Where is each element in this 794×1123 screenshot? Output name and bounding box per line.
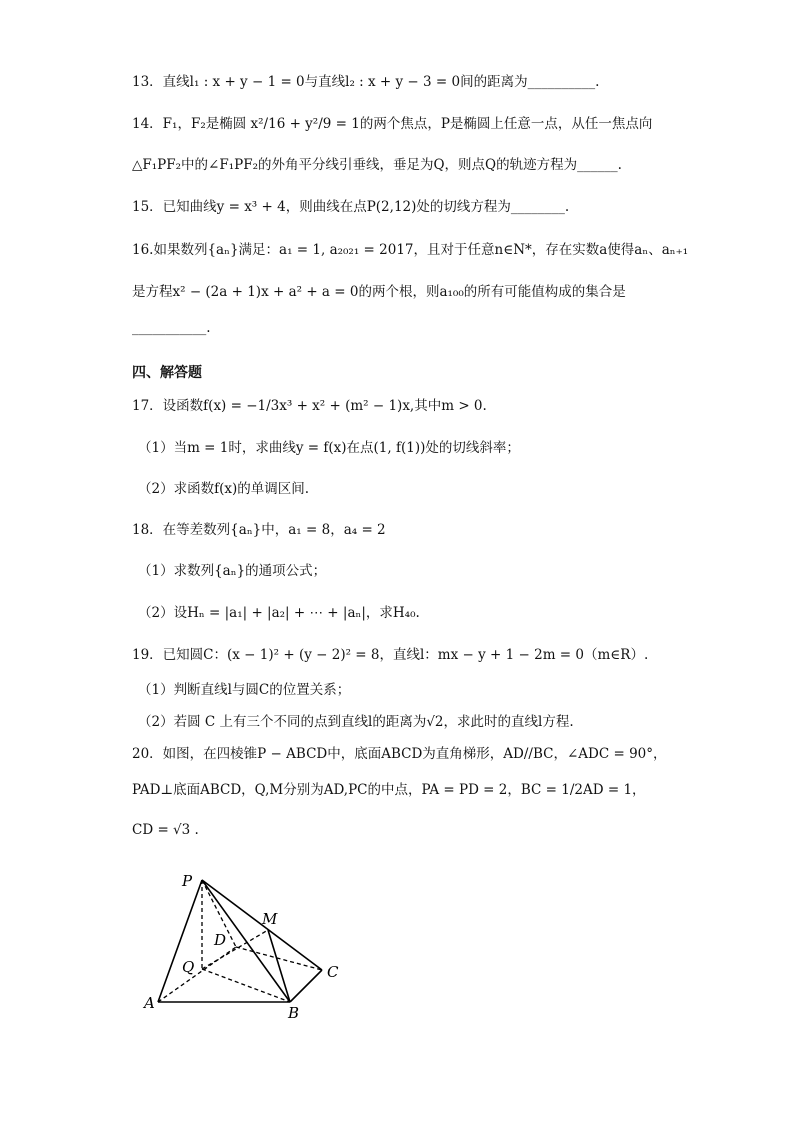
label-D: D <box>214 931 227 949</box>
problem-17: 17．设函数f(x) = −1/3x³ + x² + (m² − 1)x,其中m > 0. <box>132 398 487 414</box>
problem-16-answer-blank: ___________. <box>132 320 211 336</box>
label-P: P <box>182 872 193 890</box>
problem-18-part-1: （1）求数列{aₙ}的通项公式； <box>138 563 327 579</box>
edge-BC <box>290 970 322 1002</box>
problem-14-line-1: 14．F₁，F₂是椭圆 x²/16 + y²/9 = 1的两个焦点，P是椭圆上任意一点，从任一焦点向 <box>132 116 653 132</box>
problem-14-line-2: △F₁PF₂中的∠F₁PF₂的外角平分线引垂线，垂足为Q，则点Q的轨迹方程为______. <box>132 157 622 173</box>
hidden-edge-AD <box>158 947 236 1002</box>
label-M: M <box>262 910 278 928</box>
problem-16-line-2: 是方程x² − (2a + 1)x + a² + a = 0的两个根，则a₁₀₀的所有可能值构成的集合是 <box>132 284 626 300</box>
problem-16-line-1: 16.如果数列{aₙ}满足：a₁ = 1, a₂₀₂₁ = 2017，且对于任意n∈N*，存在实数a使得aₙ、aₙ₊₁ <box>132 242 689 258</box>
hidden-edge-QM <box>202 930 268 969</box>
edge-MB <box>268 930 290 1002</box>
problem-13: 13．直线l₁ : x + y − 1 = 0与直线l₂ : x + y − 3 = 0间的距离为__________. <box>132 74 600 90</box>
problem-20-line-1: 20．如图，在四棱锥P − ABCD中，底面ABCD为直角梯形，AD//BC，∠ADC = 90°， <box>132 746 667 762</box>
label-C: C <box>327 963 339 981</box>
label-B: B <box>288 1004 300 1022</box>
label-Q: Q <box>182 958 195 976</box>
problem-17-part-1: （1）当m = 1时，求曲线y = f(x)在点(1, f(1))处的切线斜率； <box>138 440 520 456</box>
section-heading: 四、解答题 <box>132 365 202 381</box>
problem-18: 18．在等差数列{aₙ}中，a₁ = 8，a₄ = 2 <box>132 522 386 538</box>
problem-20-line-3: CD = √3 . <box>132 822 199 838</box>
hidden-edge-QB <box>202 969 290 1002</box>
problem-18-part-2: （2）设Hₙ = |a₁| + |a₂| + ⋯ + |aₙ|，求H₄₀. <box>138 605 420 621</box>
label-A: A <box>144 994 155 1012</box>
problem-19: 19．已知圆C：(x − 1)² + (y − 2)² = 8，直线l：mx − y + 1 − 2m = 0（m∈R）. <box>132 647 649 663</box>
problem-17-part-2: （2）求函数f(x)的单调区间. <box>138 481 310 497</box>
problem-15: 15．已知曲线y = x³ + 4，则曲线在点P(2,12)处的切线方程为________. <box>132 199 570 215</box>
pyramid-figure <box>130 862 360 1022</box>
problem-19-part-1: （1）判断直线l与圆C的位置关系； <box>138 682 351 698</box>
problem-20-line-2: PAD⊥底面ABCD，Q,M分别为AD,PC的中点，PA = PD = 2，BC = 1/2AD = 1， <box>132 782 646 798</box>
edge-PA <box>158 880 202 1002</box>
problem-19-part-2: （2）若圆 C 上有三个不同的点到直线l的距离为√2，求此时的直线l方程. <box>138 714 574 730</box>
